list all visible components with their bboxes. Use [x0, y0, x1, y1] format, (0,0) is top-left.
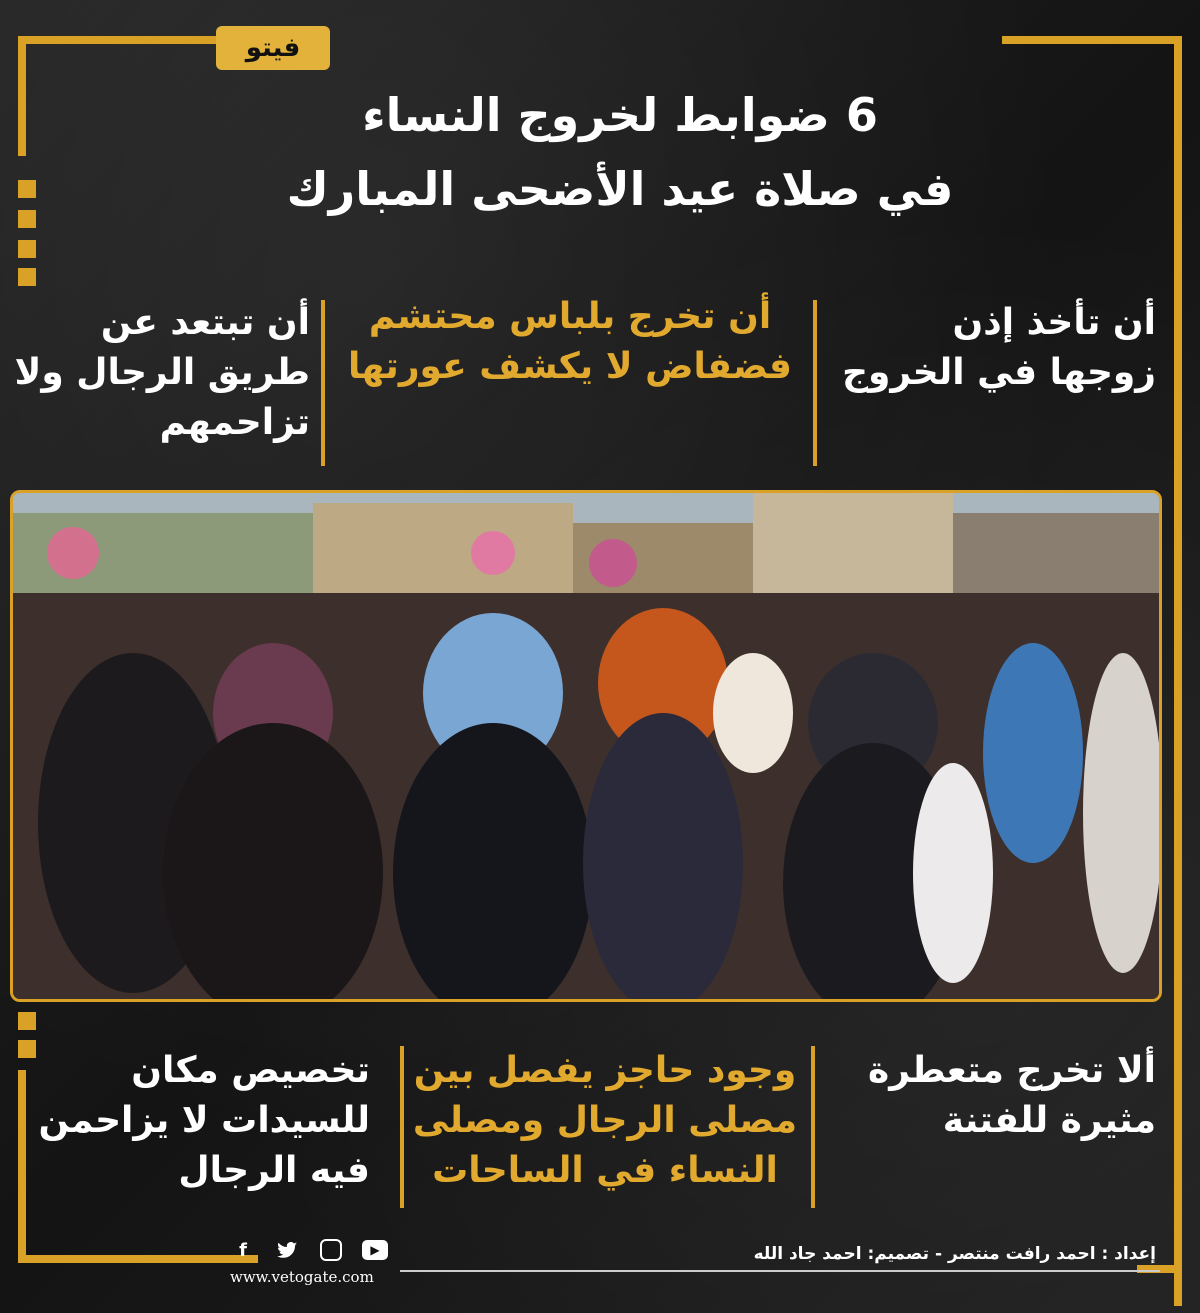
- facebook-icon[interactable]: f: [239, 1239, 247, 1261]
- logo-text: فيتو: [245, 33, 301, 63]
- divider: [321, 300, 325, 466]
- prayer-crowd-photo: [10, 490, 1162, 1002]
- frame-top-right-bar: [1002, 36, 1182, 44]
- rule-no-perfume: ألا تخرج متعطرة مثيرة للفتنة: [867, 1050, 1156, 1141]
- frame-dash: [18, 268, 36, 286]
- title-line-1: 6 ضوابط لخروج النساء: [362, 88, 878, 142]
- frame-dash: [18, 180, 36, 198]
- page-title: [200, 78, 1040, 226]
- divider: [400, 1046, 404, 1208]
- divider: [813, 300, 817, 466]
- credits-underline: [400, 1270, 1160, 1272]
- rule-modest-dress: أن تخرج بلباس محتشم فضفاض لا يكشف عورتها: [348, 296, 792, 387]
- frame-dash: [18, 240, 36, 258]
- credits: إعداد : احمد رافت منتصر - تصميم: احمد جاد الله: [753, 1244, 1156, 1264]
- divider: [811, 1046, 815, 1208]
- rule-permission: أن تأخذ إذن زوجها في الخروج: [842, 302, 1156, 393]
- frame-top-bar: [18, 36, 218, 44]
- title-line-2: في صلاة عيد الأضحى المبارك: [286, 162, 954, 216]
- social-links: [230, 1240, 388, 1260]
- website-url[interactable]: www.vetogate.com: [230, 1268, 374, 1286]
- frame-dash: [18, 1012, 36, 1030]
- rule-avoid-men-path: أن تبتعد عن طريق الرجال ولا تزاحمهم: [14, 302, 310, 443]
- frame-bottom-bar: [18, 1255, 258, 1263]
- youtube-icon[interactable]: ▶: [362, 1240, 388, 1260]
- rule-women-area: تخصيص مكان للسيدات لا يزاحمن فيه الرجال: [38, 1050, 370, 1191]
- instagram-icon[interactable]: [318, 1240, 344, 1260]
- frame-dash: [18, 210, 36, 228]
- twitter-icon[interactable]: [274, 1240, 300, 1260]
- rule-barrier: وجود حاجز يفصل بين مصلى الرجال ومصلى النساء في الساحات: [412, 1050, 798, 1191]
- brand-logo[interactable]: [216, 26, 330, 70]
- frame-left-bar: [18, 36, 26, 156]
- frame-right-bar: [1174, 36, 1182, 1306]
